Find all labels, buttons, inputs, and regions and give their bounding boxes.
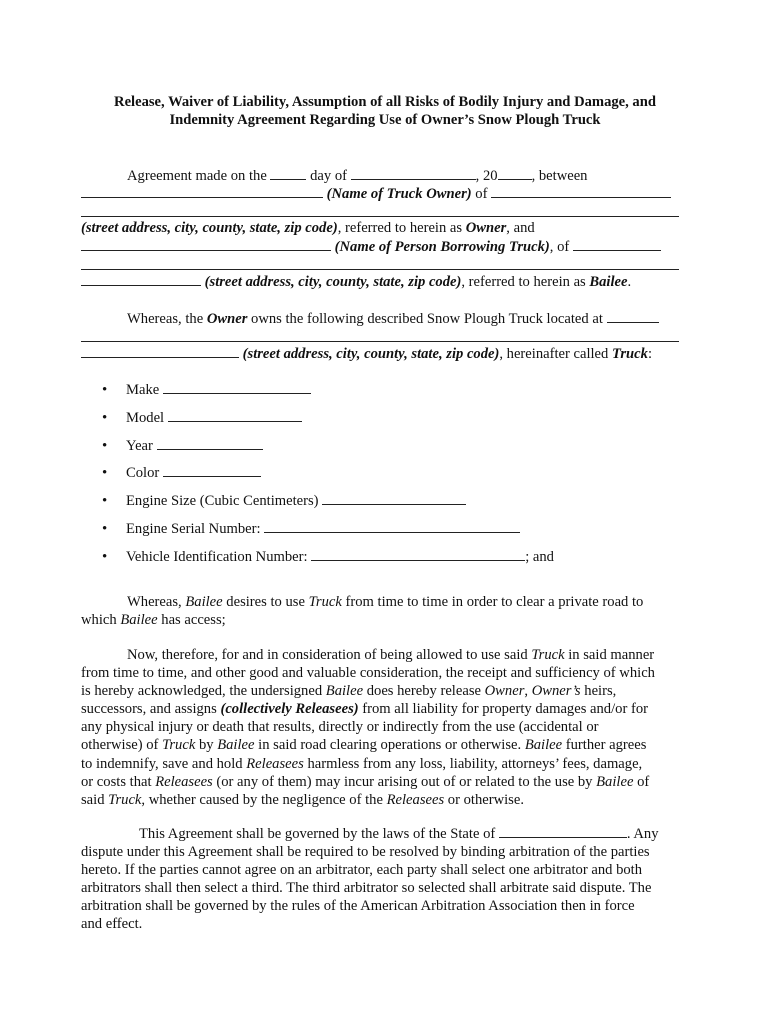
vin-blank[interactable]: [311, 547, 525, 561]
model-blank[interactable]: [168, 408, 302, 422]
list-item: • Vehicle Identification Number: ; and: [102, 548, 554, 565]
whereas-owner-line: Whereas, the Owner owns the following described Snow Plough Truck located at: [127, 309, 727, 328]
list-item: • Color: [102, 463, 554, 491]
borrower-name-blank[interactable]: [81, 237, 331, 251]
governing-law-paragraph: This Agreement shall be governed by the laws of the State of . Any dispute under this Agreement shall be required to be resolved by binding arbitration of the parties hereto. If the parties cannot agree on an arbitrator, each party shall select one arbitrator and both arbitrators shall then select a third. The third arbitrator so selected shall arbitrate said dispute. The arbitration shall be governed by the rules of the American Arbitration Association then in force and effect.: [81, 826, 659, 933]
borrower-address-rule[interactable]: [81, 269, 679, 270]
truck-address-line: (street address, city, county, state, zip code), hereinafter called Truck:: [81, 344, 681, 363]
agreement-date-line: Agreement made on the day of , 20 , between: [127, 168, 588, 184]
owner-address-blank[interactable]: [491, 184, 671, 198]
list-item: • Engine Size (Cubic Centimeters): [102, 491, 554, 519]
borrower-address-blank[interactable]: [573, 237, 661, 251]
owner-address-line: (street address, city, county, state, zip code), referred to herein as Owner, and: [81, 220, 535, 236]
state-blank[interactable]: [499, 824, 627, 838]
color-blank[interactable]: [163, 463, 261, 477]
document-title: Release, Waiver of Liability, Assumption of all Risks of Bodily Injury and Damage, and Indemnity Agreement Regarding Use of Owner’s Snow Plough Truck: [114, 94, 656, 128]
truck-location-blank[interactable]: [607, 309, 659, 323]
owner-name-line: (Name of Truck Owner) of: [81, 184, 681, 203]
list-item: • Year: [102, 436, 554, 464]
whereas-bailee-paragraph: Whereas, Bailee desires to use Truck from time to time in order to clear a private road to which Bailee has access;: [81, 594, 644, 629]
truck-location-rule[interactable]: [81, 341, 679, 342]
borrower-name-line: (Name of Person Borrowing Truck), of: [81, 237, 681, 256]
engine-size-blank[interactable]: [322, 491, 466, 505]
year-blank[interactable]: [498, 166, 532, 180]
owner-name-blank[interactable]: [81, 184, 323, 198]
owner-address-rule[interactable]: [81, 216, 679, 217]
engine-serial-blank[interactable]: [264, 519, 520, 533]
vehicle-details-list: [102, 380, 554, 575]
list-item: • Make: [102, 380, 554, 408]
list-item: • Engine Serial Number:: [102, 519, 554, 547]
truck-address-blank[interactable]: [81, 344, 239, 358]
release-paragraph: Now, therefore, for and in consideration of being allowed to use said Truck in said manner from time to time, and other good and valuable consideration, the receipt and sufficiency of which is hereby acknowledged, the undersigned Bailee does hereby release Owner, Owner’s heirs, successors, and assigns (collectively Releasees) from all liability for property damages and/or for any physical injury or death that results, directly or indirectly from the use (accidental or otherwise) of Truck by Bailee in said road clearing operations or otherwise. Bailee further agrees to indemnify, save and hold Releasees harmless from any loss, liability, attorneys’ fees, damage, or costs that Releasees (or any of them) may incur arising out of or related to the use by Bailee of said Truck, whether caused by the negligence of the Releasees or otherwise.: [81, 647, 655, 808]
month-blank[interactable]: [351, 166, 476, 180]
day-blank[interactable]: [270, 166, 306, 180]
bailee-address-blank[interactable]: [81, 272, 201, 286]
year-field-blank[interactable]: [157, 436, 263, 450]
list-item: • Model: [102, 408, 554, 436]
make-blank[interactable]: [163, 380, 311, 394]
bailee-address-line: (street address, city, county, state, zip code), referred to herein as Bailee.: [81, 272, 681, 291]
